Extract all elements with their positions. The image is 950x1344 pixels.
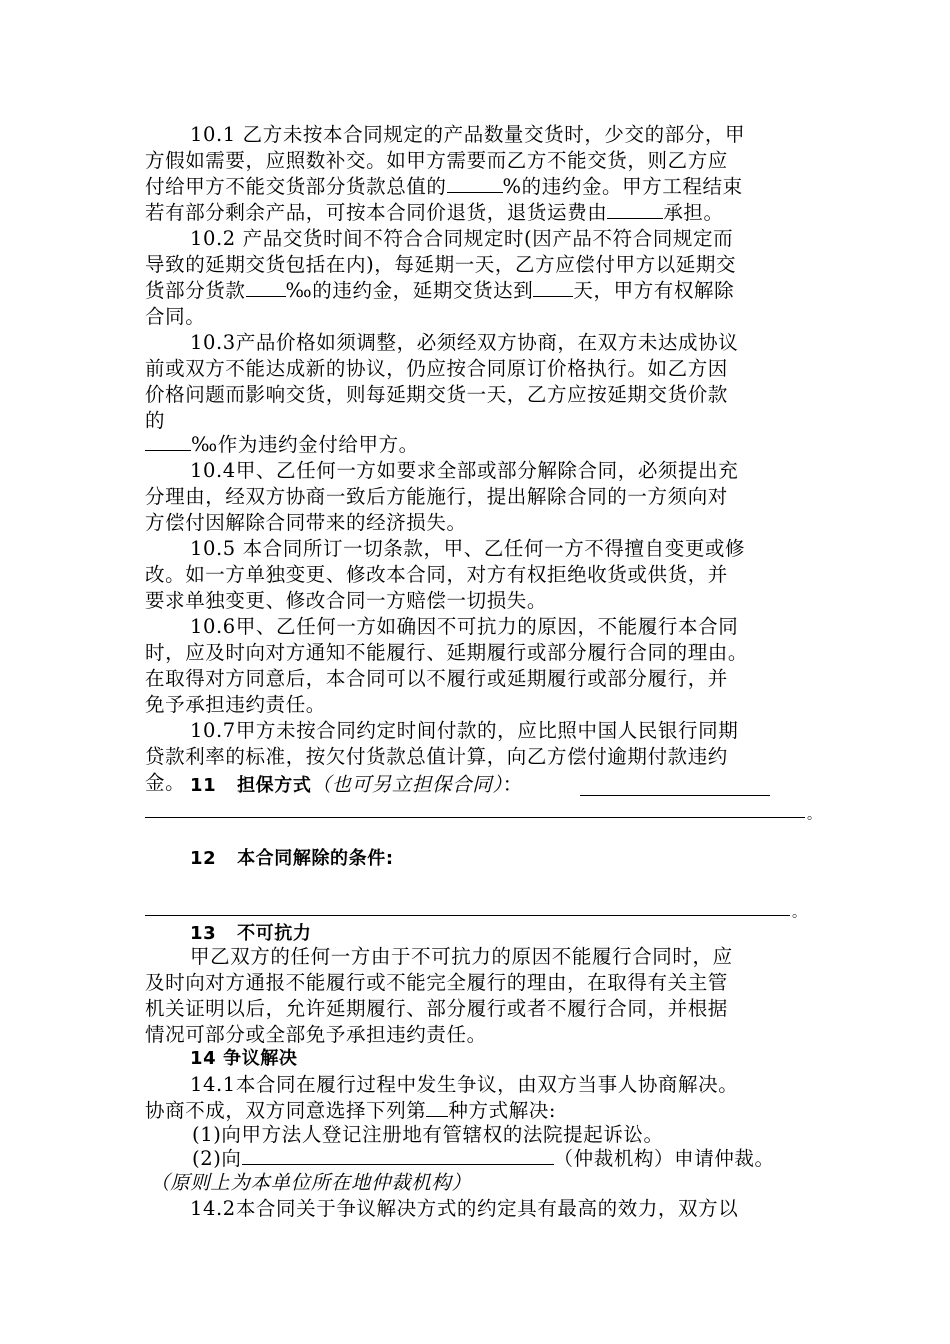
section-13-number: 13 bbox=[190, 923, 217, 944]
section-12-title: 本合同解除的条件: bbox=[237, 848, 394, 869]
section-12-heading bbox=[190, 845, 394, 872]
clause-10-1-text: 承担。 bbox=[663, 201, 724, 224]
clause-14-1-line-2 bbox=[145, 1098, 556, 1124]
clause-10-3-line-3: 价格问题而影响交货，则每延期交货一天，乙方应按延期交货价款 bbox=[145, 383, 728, 406]
delay-days-blank[interactable] bbox=[533, 278, 573, 297]
clause-10-7-line-2: 贷款利率的标准，按欠付货款总值计算，向乙方偿付逾期付款违约 bbox=[145, 745, 728, 768]
clause-10-7-line-1: 10.7甲方未按合同约定时间付款的，应比照中国人民银行同期 bbox=[190, 719, 739, 742]
section-11-title: 担保方式 bbox=[237, 775, 312, 796]
clause-10-6-line-1: 10.6甲、乙任何一方如确因不可抗力的原因，不能履行本合同 bbox=[190, 615, 739, 638]
section-11-period: 。 bbox=[807, 807, 821, 823]
section-11-note: （也可另立担保合同） bbox=[311, 773, 503, 796]
section-13-line-1: 甲乙双方的任何一方由于不可抗力的原因不能履行合同时，应 bbox=[190, 945, 733, 968]
clause-10-3-text: ‰作为违约金付给甲方。 bbox=[191, 433, 419, 456]
clause-10-7-line-3: 金。 bbox=[145, 771, 186, 794]
clause-10-4-line-3: 方偿付因解除合同带来的经济损失。 bbox=[145, 511, 467, 534]
guarantee-method-blank[interactable] bbox=[580, 795, 770, 796]
clause-10-3-line-2: 前或双方不能达成新的协议，仍应按合同原订价格执行。如乙方因 bbox=[145, 357, 728, 380]
clause-10-6-line-4: 免予承担违约责任。 bbox=[145, 693, 326, 716]
arbitration-body-blank[interactable] bbox=[242, 1146, 554, 1165]
clause-14-2-line-1: 14.2本合同关于争议解决方式的约定具有最高的效力，双方以 bbox=[190, 1197, 739, 1220]
clause-10-1-text: 付给甲方不能交货部分货款总值的 bbox=[145, 175, 447, 198]
clause-10-6-line-2: 时，应及时向对方通知不能履行、延期履行或部分履行合同的理由。 bbox=[145, 641, 749, 664]
clause-10-1-text: %的违约金。甲方工程结束 bbox=[502, 175, 743, 198]
clause-14-1-text: 种方式解决: bbox=[448, 1099, 557, 1122]
section-13-line-4: 情况可部分或全部免予承担违约责任。 bbox=[145, 1023, 487, 1046]
clause-10-6-line-3: 在取得对方同意后，本合同可以不履行或延期履行或部分履行，并 bbox=[145, 667, 728, 690]
dispute-option-2-note: （原则上为本单位所在地仲裁机构） bbox=[150, 1171, 472, 1194]
price-permille-blank[interactable] bbox=[145, 432, 191, 451]
clause-10-4-line-2: 分理由，经双方协商一致后方能施行，提出解除合同的一方须向对 bbox=[145, 485, 728, 508]
clause-14-1-text: 协商不成，双方同意选择下列第 bbox=[145, 1099, 427, 1122]
clause-10-5-line-2: 改。如一方单独变更、修改本合同，对方有权拒绝收货或供货，并 bbox=[145, 563, 728, 586]
section-11-heading bbox=[190, 772, 523, 799]
section-11-number: 11 bbox=[190, 775, 217, 796]
section-11-colon: ： bbox=[502, 773, 523, 796]
clause-10-5-line-1: 10.5 本合同所订一切条款，甲、乙任何一方不得擅自变更或修 bbox=[190, 537, 746, 560]
section-12-period: 。 bbox=[792, 905, 806, 921]
clause-10-2-line-1: 10.2 产品交货时间不符合合同规定时(因产品不符合同规定而 bbox=[190, 227, 734, 250]
clause-10-4-line-1: 10.4甲、乙任何一方如要求全部或部分解除合同，必须提出充 bbox=[190, 459, 739, 482]
clause-10-3-line-5 bbox=[145, 432, 419, 458]
clause-10-1-line-4 bbox=[145, 200, 724, 226]
section-12-number: 12 bbox=[190, 848, 217, 869]
dispute-option-2 bbox=[192, 1146, 775, 1172]
freight-party-blank[interactable] bbox=[607, 200, 663, 219]
section-13-line-2: 及时向对方通报不能履行或不能完全履行的理由，在取得有关主管 bbox=[145, 971, 728, 994]
clause-10-1-line-1: 10.1 乙方未按本合同规定的产品数量交货时，少交的部分，甲 bbox=[190, 123, 746, 146]
clause-10-1-line-2: 方假如需要，应照数补交。如甲方需要而乙方不能交货，则乙方应 bbox=[145, 149, 728, 172]
dispute-option-2-text: （仲裁机构）申请仲裁。 bbox=[553, 1147, 775, 1170]
termination-conditions-blank[interactable] bbox=[145, 915, 790, 916]
section-13-line-3: 机关证明以后，允许延期履行、部分履行或者不履行合同，并根据 bbox=[145, 997, 728, 1020]
dispute-option-1: (1)向甲方法人登记注册地有管辖权的法院提起诉讼。 bbox=[192, 1123, 664, 1146]
clause-10-2-line-4: 合同。 bbox=[145, 305, 206, 328]
clause-10-1-text: 若有部分剩余产品，可按本合同价退货，退货运费由 bbox=[145, 201, 608, 224]
dispute-option-2-text: (2)向 bbox=[192, 1147, 242, 1170]
dispute-option-blank[interactable] bbox=[426, 1098, 448, 1117]
guarantee-method-blank-line-2[interactable] bbox=[145, 817, 805, 818]
clause-10-5-line-3: 要求单独变更、修改合同一方赔偿一切损失。 bbox=[145, 589, 548, 612]
clause-10-2-text: 货部分货款 bbox=[145, 279, 246, 302]
section-13-heading bbox=[190, 920, 311, 947]
clause-10-2-line-3 bbox=[145, 278, 734, 304]
clause-10-1-line-3 bbox=[145, 174, 743, 200]
clause-14-1-line-1: 14.1本合同在履行过程中发生争议，由双方当事人协商解决。 bbox=[190, 1073, 739, 1096]
section-13-title: 不可抗力 bbox=[237, 923, 312, 944]
section-14-heading: 14 争议解决 bbox=[190, 1048, 298, 1069]
clause-10-3-line-4: 的 bbox=[145, 409, 166, 432]
delay-permille-blank[interactable] bbox=[246, 278, 286, 297]
clause-10-2-line-2: 导致的延期交货包括在内)，每延期一天，乙方应偿付甲方以延期交 bbox=[145, 253, 737, 276]
clause-10-2-text: 天，甲方有权解除 bbox=[573, 279, 735, 302]
clause-10-3-line-1: 10.3产品价格如须调整，必须经双方协商，在双方未达成协议 bbox=[190, 331, 739, 354]
penalty-percent-blank[interactable] bbox=[447, 174, 503, 193]
clause-10-2-text: ‰的违约金，延期交货达到 bbox=[285, 279, 534, 302]
